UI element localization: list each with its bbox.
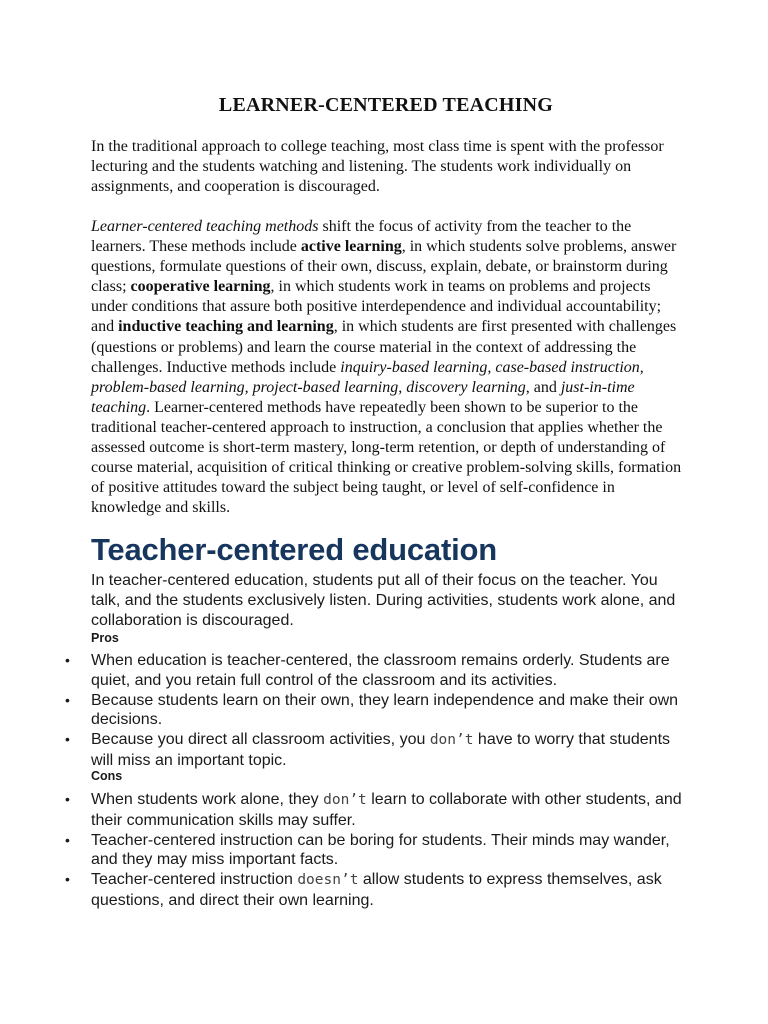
list-item-text: learn to collaborate with other students, and their communication skills may suffer. bbox=[91, 791, 682, 829]
bullet-icon: • bbox=[65, 791, 70, 807]
text-run: , in which students work in teams on problems and projects under conditions that assure both positive interdependence and individual accountability; and bbox=[91, 278, 662, 336]
learner-centered-paragraph bbox=[91, 217, 683, 518]
intro-paragraph: In the traditional approach to college teaching, most class time is spent with the professor lecturing and the students watching and listening. The students work individually on assignments, and cooperation is discouraged. bbox=[91, 138, 664, 196]
text-run: , in which students solve problems, answer questions, formulate questions of their own, discuss, explain, debate, or brainstorm during class; bbox=[91, 238, 677, 296]
bold-term-inductive-teaching: inductive teaching and learning bbox=[118, 318, 334, 336]
italic-term: Learner-centered teaching methods bbox=[91, 218, 319, 235]
bullet-icon: • bbox=[65, 871, 70, 888]
list-item-text: When students work alone, they bbox=[91, 791, 324, 808]
contraction-text: don’t bbox=[429, 732, 474, 749]
italic-term-jit: just-in-time teaching bbox=[91, 378, 635, 416]
list-item-text: have to worry that students will miss an important topic. bbox=[91, 731, 671, 769]
bullet-icon: • bbox=[65, 731, 70, 748]
list-item-text: Teacher-centered instruction bbox=[91, 871, 298, 889]
list-item-text: Because students learn on their own, they learn independence and make their own decisions. bbox=[91, 691, 679, 729]
text-run: , and bbox=[525, 378, 561, 396]
page-title: LEARNER-CENTERED TEACHING bbox=[218, 94, 554, 116]
bold-term-cooperative-learning: cooperative learning bbox=[130, 278, 271, 296]
list-item-text: When education is teacher-centered, the classroom remains orderly. Students are quiet, and you retain full control of the classroom and its activities. bbox=[91, 652, 670, 689]
section-intro: In teacher-centered education, students put all of their focus on the teacher. You talk, and the students exclusively listen. During activities, students work alone, and collaboration is discouraged. bbox=[91, 572, 676, 630]
bold-term-active-learning: active learning bbox=[300, 238, 402, 256]
list-item bbox=[65, 730, 691, 771]
list-item bbox=[65, 651, 691, 691]
pros-list bbox=[65, 651, 691, 771]
pros-label: Pros bbox=[91, 631, 119, 645]
list-item-text: Teacher-centered instruction can be boring for students. Their minds may wander, and they may miss important facts. bbox=[91, 831, 670, 869]
list-item bbox=[65, 691, 691, 731]
contraction-text: doesn’t bbox=[297, 872, 359, 889]
text-run: , in which students are first presented with challenges (questions or problems) and learn the course material in the context of addressing the challenges. Inductive methods include bbox=[91, 318, 677, 376]
cons-list bbox=[65, 790, 691, 911]
contraction-text: don’t bbox=[323, 792, 367, 808]
list-item bbox=[65, 870, 691, 911]
bullet-icon: • bbox=[65, 831, 70, 848]
bullet-icon: • bbox=[65, 652, 70, 668]
italic-methods-list: inquiry-based learning, case-based instruction, problem-based learning, project-based learning, discovery learning bbox=[91, 358, 644, 396]
text-run: shift the focus of activity from the teacher to the learners. These methods include bbox=[91, 218, 632, 256]
list-item-text: Because you direct all classroom activities, you bbox=[91, 731, 430, 749]
list-item-text: allow students to express themselves, ask questions, and direct their own learning. bbox=[91, 871, 662, 909]
list-item bbox=[65, 790, 691, 831]
list-item bbox=[65, 831, 691, 871]
cons-label: Cons bbox=[91, 769, 123, 783]
bullet-icon: • bbox=[65, 691, 70, 708]
text-run: . Learner-centered methods have repeatedly been shown to be superior to the traditional teacher-centered approach to instruction, a conclusion that applies whether the assessed outcome is short-term mastery, long-term retention, or depth of understanding of course material, acquisition of critical thinking or creative problem-solving skills, formation of positive attitudes toward the subject being taught, or level of self-confidence in knowledge and skills. bbox=[91, 398, 682, 517]
section-heading: Teacher-centered education bbox=[91, 532, 497, 567]
